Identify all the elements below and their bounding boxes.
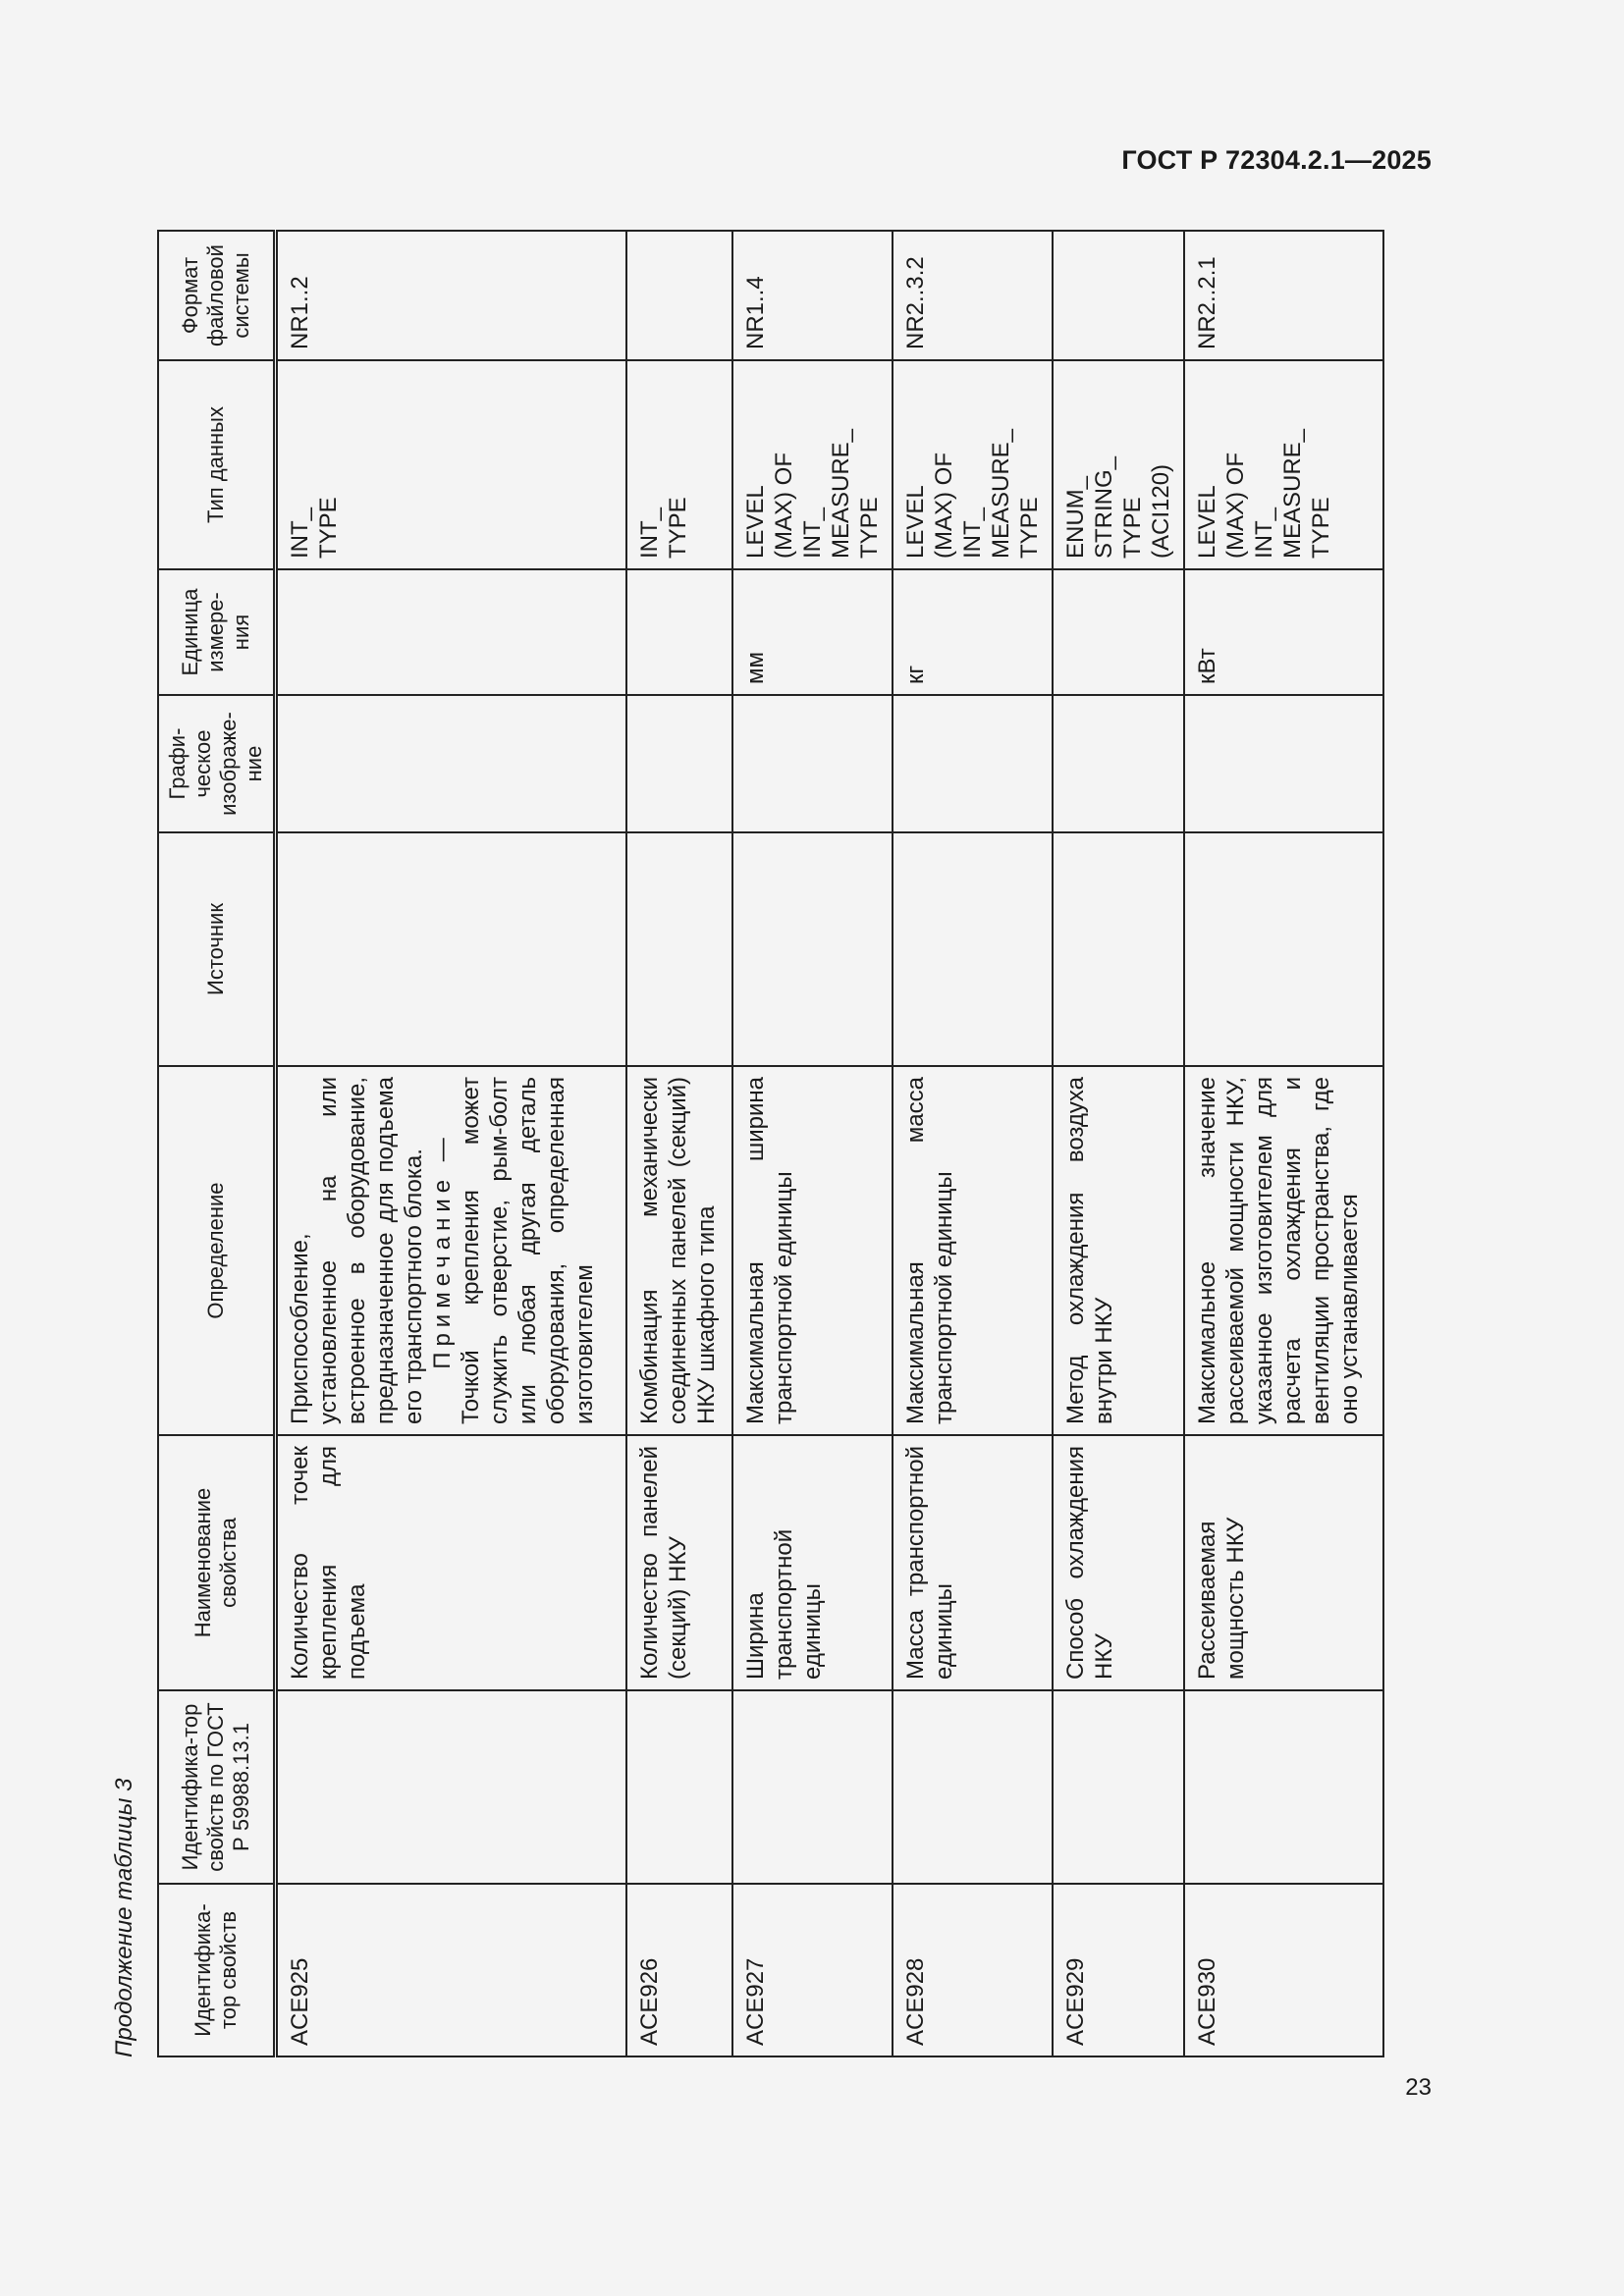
type-line: (MAX) OF [931, 453, 957, 559]
cell-id: ACE928 [893, 1884, 1053, 2056]
type-line: (ACI120) [1148, 463, 1174, 559]
cell-source [626, 832, 732, 1066]
cell-format: NR1..4 [732, 231, 893, 360]
cell-definition: Максимальная ширина транспортной единицы [732, 1066, 893, 1435]
type-line: MEASURE_ [988, 428, 1014, 559]
cell-id: ACE925 [276, 1884, 627, 2056]
type-line: INT_ [1251, 507, 1277, 559]
cell-id: ACE930 [1184, 1884, 1383, 2056]
type-line: TYPE [856, 497, 883, 559]
type-line: LEVEL [902, 485, 929, 559]
col-header-graphic: Графи-ческое изображе-ние [158, 695, 276, 832]
cell-gost-id [732, 1690, 893, 1884]
cell-format [1053, 231, 1184, 360]
cell-graphic [732, 695, 893, 832]
cell-type [732, 360, 893, 569]
type-line: TYPE [1016, 497, 1043, 559]
definition-text: Приспособление, установленное на или встроенное в оборудование, предназначенное для подъема его транспортного блока. [287, 1077, 427, 1424]
type-line: STRING_ [1091, 455, 1117, 559]
cell-source [276, 832, 627, 1066]
cell-gost-id [893, 1690, 1053, 1884]
note-text: Точкой крепления может служить отверстие, рым-болт или любая другая деталь оборудования, определенная изготовителем [458, 1077, 598, 1424]
col-header-source: Источник [158, 832, 276, 1066]
rotated-table-block [110, 232, 1391, 2057]
cell-graphic [1053, 695, 1184, 832]
type-line: TYPE [1308, 497, 1334, 559]
cell-source [732, 832, 893, 1066]
cell-definition: Максимальное значение рассеиваемой мощности НКУ, указанное изготовителем для расчета охлаждения и вентиляции пространства, где оно устанавливается [1184, 1066, 1383, 1435]
type-line: TYPE [1119, 497, 1146, 559]
col-header-type: Тип данных [158, 360, 276, 569]
col-header-definition: Определение [158, 1066, 276, 1435]
cell-unit: кг [893, 569, 1053, 695]
cell-type [893, 360, 1053, 569]
table-row [626, 231, 732, 2056]
type-line: (MAX) OF [1222, 453, 1249, 559]
cell-type [1053, 360, 1184, 569]
cell-unit [276, 569, 627, 695]
cell-id: ACE929 [1053, 1884, 1184, 2056]
page-number: 23 [1405, 2074, 1432, 2101]
type-line: INT_ [799, 507, 826, 559]
cell-type [276, 360, 627, 569]
cell-name: Способ охлаждения НКУ [1053, 1435, 1184, 1690]
cell-source [1184, 832, 1383, 1066]
cell-name: Масса транспортной единицы [893, 1435, 1053, 1690]
cell-graphic [1184, 695, 1383, 832]
cell-graphic [276, 695, 627, 832]
cell-definition: Метод охлаждения воздуха внутри НКУ [1053, 1066, 1184, 1435]
cell-definition: Комбинация механически соединенных панелей (секций) НКУ шкафного типа [626, 1066, 732, 1435]
cell-type [626, 360, 732, 569]
table-header-row [158, 231, 276, 2056]
table-row [893, 231, 1053, 2056]
type-line: (MAX) OF [771, 453, 797, 559]
document-code: ГОСТ Р 72304.2.1—2025 [1121, 145, 1432, 175]
col-header-format: Формат файловой системы [158, 231, 276, 360]
cell-unit [1053, 569, 1184, 695]
cell-format: NR2..2.1 [1184, 231, 1383, 360]
cell-format: NR2..3.2 [893, 231, 1053, 360]
cell-gost-id [1184, 1690, 1383, 1884]
cell-name: Ширина транспортной единицы [732, 1435, 893, 1690]
type-line: MEASURE_ [828, 428, 854, 559]
cell-unit: мм [732, 569, 893, 695]
col-header-id: Идентифика-тор свойств [158, 1884, 276, 2056]
cell-id: ACE927 [732, 1884, 893, 2056]
type-line: INT_ [959, 507, 986, 559]
col-header-gost-id: Идентифика-тор свойств по ГОСТ Р 59988.13.1 [158, 1690, 276, 1884]
cell-type [1184, 360, 1383, 569]
type-line: LEVEL [1194, 485, 1220, 559]
properties-table [157, 230, 1384, 2057]
cell-format: NR1..2 [276, 231, 627, 360]
cell-name: Рассеиваемая мощность НКУ [1184, 1435, 1383, 1690]
type-line: INT_ [636, 507, 663, 559]
type-line: TYPE [315, 497, 342, 559]
type-line: TYPE [665, 497, 691, 559]
table-row [276, 231, 627, 2056]
table-row [1184, 231, 1383, 2056]
cell-graphic [626, 695, 732, 832]
table-row [1053, 231, 1184, 2056]
type-line: INT_ [287, 507, 313, 559]
cell-unit [626, 569, 732, 695]
type-line: LEVEL [742, 485, 769, 559]
cell-gost-id [626, 1690, 732, 1884]
cell-name: Количество точек крепления для подъема [276, 1435, 627, 1690]
table-row [732, 231, 893, 2056]
type-line: ENUM_ [1062, 475, 1089, 559]
cell-definition: Максимальная масса транспортной единицы [893, 1066, 1053, 1435]
cell-name: Количество панелей (секций) НКУ [626, 1435, 732, 1690]
col-header-name: Наименование свойства [158, 1435, 276, 1690]
cell-unit: кВт [1184, 569, 1383, 695]
cell-format [626, 231, 732, 360]
cell-gost-id [1053, 1690, 1184, 1884]
note-label: Примечание — [429, 1132, 456, 1369]
cell-source [893, 832, 1053, 1066]
cell-definition [276, 1066, 627, 1435]
cell-graphic [893, 695, 1053, 832]
cell-gost-id [276, 1690, 627, 1884]
cell-source [1053, 832, 1184, 1066]
table-caption: Продолжение таблицы 3 [111, 1778, 137, 2057]
cell-id: ACE926 [626, 1884, 732, 2056]
col-header-unit: Единица измере-ния [158, 569, 276, 695]
type-line: MEASURE_ [1279, 428, 1306, 559]
